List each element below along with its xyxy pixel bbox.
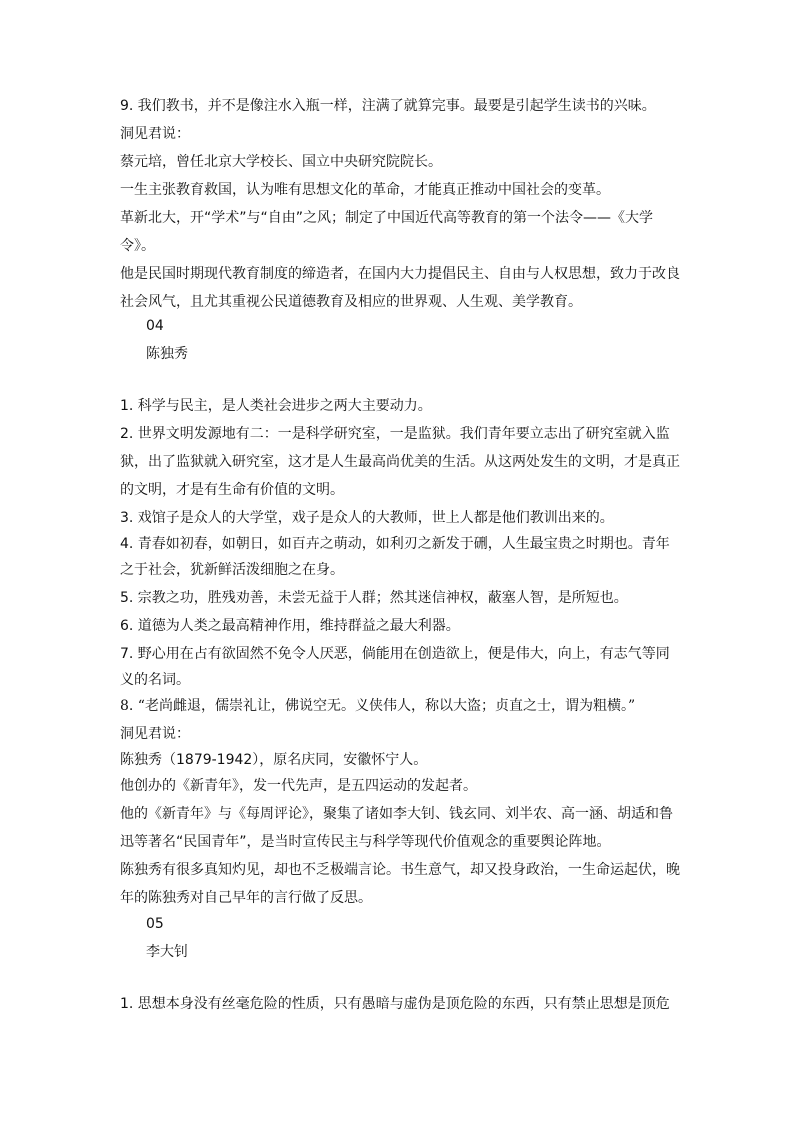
commentary-heading: 洞见君说： [120, 726, 190, 742]
quote-line: 9. 我们教书，并不是像注水入瓶一样，注满了就算完事。最要是引起学生读书的兴味。 [120, 98, 656, 114]
quote-line: 之于社会，犹新鲜活泼细胞之在身。 [120, 562, 344, 578]
quote-line: 4. 青春如初春，如朝日，如百卉之萌动，如利刃之新发于硎，人生最宝贵之时期也。青年 [120, 536, 670, 552]
commentary-line: 年的陈独秀对自己早年的言行做了反思。 [120, 890, 372, 906]
commentary-line: 陈独秀（1879-1942），原名庆同，安徽怀宁人。 [120, 752, 428, 768]
quote-line: 3. 戏馆子是众人的大学堂，戏子是众人的大教师，世上人都是他们教训出来的。 [120, 510, 614, 526]
quote-line: 5. 宗教之功，胜残劝善，未尝无益于人群；然其迷信神权，蔽塞人智，是所短也。 [120, 590, 628, 606]
quote-line: 7. 野心用在占有欲固然不免令人厌恶，倘能用在创造欲上，便是伟大，向上，有志气等同 [120, 646, 670, 662]
section-title: 李大钊 [146, 944, 188, 960]
quote-line: 1. 思想本身没有丝毫危险的性质，只有愚暗与虚伪是顶危险的东西，只有禁止思想是顶危 [120, 996, 670, 1012]
commentary-line: 蔡元培，曾任北京大学校长、国立中央研究院院长。 [120, 154, 442, 170]
quote-line: 的文明，才是有生命有价值的文明。 [120, 482, 344, 498]
quote-line: 2. 世界文明发源地有二：一是科学研究室，一是监狱。我们青年要立志出了研究室就入监 [120, 426, 670, 442]
quote-line: 义的名词。 [120, 672, 190, 688]
quote-line: 6. 道德为人类之最高精神作用，维持群益之最大利器。 [120, 618, 460, 634]
commentary-line: 一生主张教育救国，认为唯有思想文化的革命，才能真正推动中国社会的变革。 [120, 182, 610, 198]
quote-line: 8. “老尚雌退，儒崇礼让，佛说空无。义侠伟人，称以大盗；贞直之士，谓为粗横。” [120, 698, 636, 714]
commentary-line: 陈独秀有很多真知灼见，却也不乏极端言论。书生意气，却又投身政治，一生命运起伏，晚 [120, 862, 680, 878]
section-title: 陈独秀 [146, 346, 188, 362]
commentary-line: 他创办的《新青年》，发一代先声，是五四运动的发起者。 [120, 778, 477, 794]
quote-line: 狱，出了监狱就入研究室，这才是人生最高尚优美的生活。从这两处发生的文明，才是真正 [120, 454, 680, 470]
section-number: 05 [146, 916, 164, 932]
section-number: 04 [146, 318, 164, 334]
commentary-line: 革新北大，开“学术”与“自由”之风；制定了中国近代高等教育的第一个法令——《大学 [120, 210, 654, 226]
commentary-heading: 洞见君说： [120, 126, 190, 142]
commentary-line: 社会风气，且尤其重视公民道德教育及相应的世界观、人生观、美学教育。 [120, 294, 582, 310]
quote-line: 1. 科学与民主，是人类社会进步之两大主要动力。 [120, 398, 432, 414]
commentary-line: 他是民国时期现代教育制度的缔造者，在国内大力提倡民主、自由与人权思想，致力于改良 [120, 266, 680, 282]
commentary-line: 他的《新青年》与《每周评论》，聚集了诸如李大钊、钱玄同、刘半农、高一涵、胡适和鲁 [120, 806, 673, 822]
commentary-line: 令》。 [120, 238, 155, 254]
commentary-line: 迅等著名“民国青年”，是当时宣传民主与科学等现代价值观念的重要舆论阵地。 [120, 834, 611, 850]
